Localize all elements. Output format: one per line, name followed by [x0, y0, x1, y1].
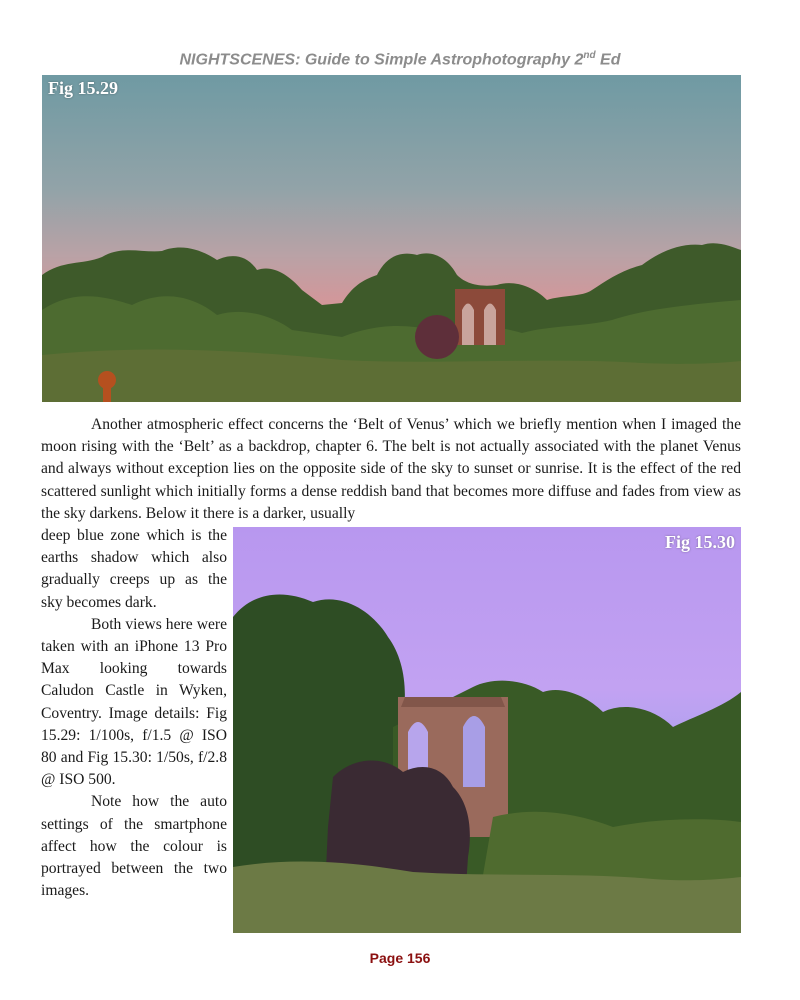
running-header — [0, 50, 800, 69]
paragraph-auto-settings: Note how the auto settings of the smartphone affect how the colour is portrayed between the two images. — [41, 793, 227, 900]
belt-of-venus-sunset-image — [42, 75, 741, 402]
page-number: Page 156 — [369, 950, 431, 966]
paragraph-image-details: Both views here were taken with an iPhone 13 Pro Max looking towards Caludon Castle in Wyken, Coventry. Image details: Fig 15.29: 1/100s, f/1.5 @ ISO 80 and Fig 15.30: 1/50s, f/2.8 @ ISO 500. — [41, 615, 227, 789]
paragraph-earth-shadow: deep blue zone which is the earths shadow which also gradually creeps up as the sky becomes dark. — [41, 527, 227, 611]
side-column-text — [41, 525, 227, 902]
paragraph-belt-of-venus: Another atmospheric effect concerns the ‘Belt of Venus’ which we briefly mention when I imaged the moon rising with the ‘Belt’ as a backdrop, chapter 6. The belt is not actually associated with the planet Venus and always without exception lies on the opposite side of the sky to sunset or sunrise. It is the effect of the red scattered sunlight which initially forms a dense reddish band that becomes more diffuse and fades from view as the sky darkens. Below it there is a darker, usually — [41, 416, 741, 522]
earth-shadow-dusk-image — [233, 527, 741, 933]
header-edition-sup: nd — [583, 50, 596, 61]
figure-label-15-30: Fig 15.30 — [665, 532, 735, 552]
figure-label-15-29: Fig 15.29 — [48, 78, 118, 98]
figure-15-29-photo — [42, 75, 741, 402]
figure-15-30-photo — [233, 527, 741, 933]
header-edition-suffix: Ed — [595, 51, 621, 69]
header-title: NIGHTSCENES: Guide to Simple Astrophotography 2 — [179, 51, 584, 69]
